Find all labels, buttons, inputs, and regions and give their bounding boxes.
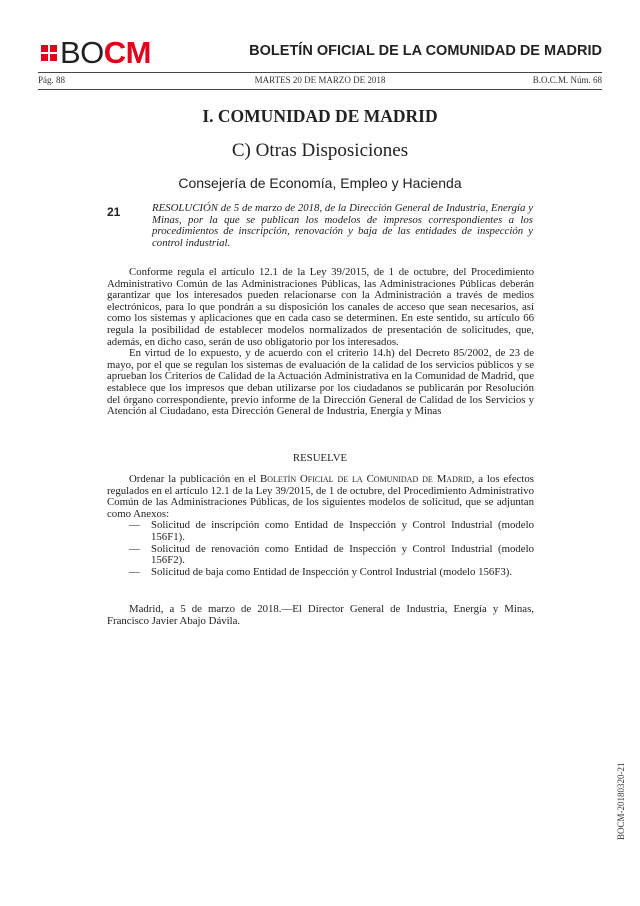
issue-date: MARTES 20 DE MARZO DE 2018 (254, 75, 386, 85)
body-block-2 (107, 474, 534, 578)
header-rule-bottom (38, 89, 602, 90)
order-paragraph: Ordenar la publicación en el Boletín Oficial de la Comunidad de Madrid, a los efectos regulados en el artículo 12.1 de la Ley 39/2015, de 1 de octubre, del Procedimiento Administrativo Común de las Administraciones Públicas, de los siguientes modelos de solicitud, que se adjuntan como Anexos: (107, 473, 535, 520)
gazette-title: BOLETÍN OFICIAL DE LA COMUNIDAD DE MADRID (249, 43, 602, 59)
department-heading: Consejería de Economía, Empleo y Hacienda (178, 175, 462, 191)
body-paragraph: En virtud de lo expuesto, y de acuerdo con el criterio 14.h) del Decreto 85/2002, de 23 de mayo, por el que se regulan los sistemas de evaluación de la calidad de los servicios públicos y se aprueban los Criterios de Calidad de la Actuación Administrativa en la Comunidad de Madrid, que establece que los impresos que deban utilizarse por los ciudadanos se publicarán por Resolución del órgano correspondiente, previo informe de la Dirección General de Calidad de los Servicios y Atención al Ciudadano, esta Dirección General de Industria, Energía y Minas (107, 347, 534, 418)
body-block-1 (107, 267, 534, 418)
list-item: — Solicitud de inscripción como Entidad de Inspección y Control Industrial (modelo 156F1). (129, 519, 534, 543)
document-code: BOCM-20180320-21 (616, 762, 626, 840)
body-paragraph: Conforme regula el artículo 12.1 de la Ley 39/2015, de 1 de octubre, del Procedimiento Administrativo Común de las Administraciones Públicas, las Administraciones Públicas deberán garantizar que los interesados pueden relacionarse con la Administración a través de medios electrónicos, para lo que pondrán a su disposición los canales de acceso que sean necesarios, así como los sistemas y aplicaciones que en cada caso se determinen. En este sentido, su artículo 66 regula la posibilidad de establecer modelos normalizados de presentación de solicitudes, que, además, en dicho caso, serán de uso obligatorio por los interesados. (107, 266, 534, 348)
logo-wordmark: BOCM (60, 35, 152, 70)
header-rule-top (38, 72, 602, 73)
resolution-summary: RESOLUCIÓN de 5 de marzo de 2018, de la Dirección General de Industria, Energía y Minas, por la que se publican los modelos de impresos correspondientes a los procedimientos de inscripción, renovación y baja de las entidades de inspección y control industrial. (152, 202, 533, 249)
comunidad-madrid-icon (41, 45, 57, 61)
annex-list (107, 520, 534, 578)
gazette-name: Boletín Oficial de la Comunidad de Madrid (260, 473, 472, 485)
list-item: — Solicitud de renovación como Entidad de Inspección y Control Industrial (modelo 156F2). (129, 542, 534, 567)
list-item: — Solicitud de baja como Entidad de Inspección y Control Industrial (modelo 156F3). (129, 565, 513, 578)
resolution-number: 21 (107, 205, 121, 219)
page-number: Pág. 88 (38, 75, 65, 85)
bocm-logo (41, 35, 152, 70)
resuelve-heading: RESUELVE (292, 452, 348, 464)
signature-paragraph: Madrid, a 5 de marzo de 2018.—El Director General de Industria, Energía y Minas, Francisco Javier Abajo Dávila. (107, 603, 534, 627)
issue-number: B.O.C.M. Núm. 68 (532, 75, 602, 85)
body-block-3 (107, 604, 534, 627)
section-heading-1: I. COMUNIDAD DE MADRID (202, 106, 438, 126)
section-heading-2: C) Otras Disposiciones (231, 140, 409, 161)
